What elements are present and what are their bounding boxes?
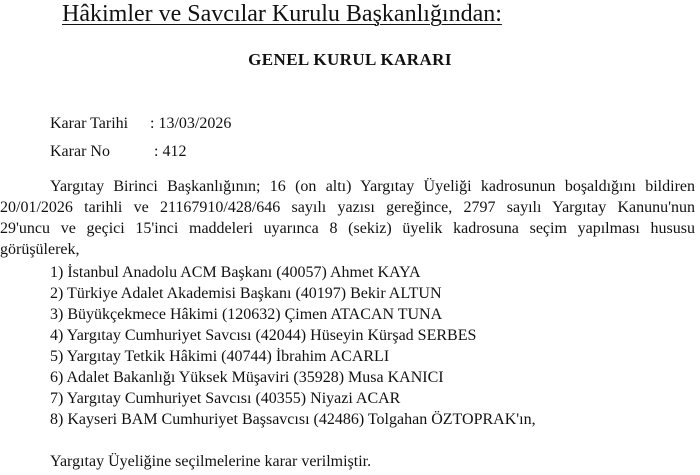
decision-number-label: Karar No (50, 143, 110, 160)
appointee-item: 7) Yargıtay Cumhuriyet Savcısı (40355) Niyazi ACAR (50, 390, 401, 407)
decision-number-value: : 412 (154, 143, 187, 160)
body-line: 29'uncu ve geçici 15'inci maddeleri uyarınca 8 (sekiz) üyelik kadrosuna seçim yapılması hususu (0, 220, 695, 237)
decision-number-row (50, 142, 186, 162)
issuer-header: Hâkimler ve Savcılar Kurulu Başkanlığından: (62, 1, 502, 27)
body-line: görüşülerek, (0, 241, 80, 258)
appointee-item: 8) Kayseri BAM Cumhuriyet Başsavcısı (42486) Tolgahan ÖZTOPRAK'ın, (50, 411, 536, 428)
decision-closing-sentence: Yargıtay Üyeliğine seçilmelerine karar verilmiştir. (50, 453, 372, 470)
appointee-item: 1) İstanbul Anadolu ACM Başkanı (40057) Ahmet KAYA (50, 264, 421, 281)
appointee-item: 6) Adalet Bakanlığı Yüksek Müşaviri (35928) Musa KANICI (50, 369, 444, 386)
document-title: GENEL KURUL KARARI (248, 50, 452, 69)
decision-date-label: Karar Tarihi (50, 115, 129, 132)
decision-date-row (50, 114, 231, 134)
appointee-item: 3) Büyükçekmece Hâkimi (120632) Çimen ATACAN TUNA (50, 306, 443, 323)
appointee-item: 5) Yargıtay Tetkik Hâkimi (40744) İbrahim ACARLI (50, 348, 390, 365)
body-line: Yargıtay Birinci Başkanlığının; 16 (on altı) Yargıtay Üyeliği kadrosunun boşaldığını bildiren (50, 178, 695, 195)
appointee-item: 4) Yargıtay Cumhuriyet Savcısı (42044) Hüseyin Kürşad SERBES (50, 327, 477, 344)
appointee-item: 2) Türkiye Adalet Akademisi Başkanı (40197) Bekir ALTUN (50, 285, 442, 302)
decision-date-value: : 13/03/2026 (150, 115, 232, 132)
decision-body-paragraph (0, 176, 695, 260)
appointee-list (50, 262, 536, 430)
body-line: 20/01/2026 tarihli ve 21167910/428/646 sayılı yazısı gereğince, 2797 sayılı Yargıtay Kanunu'nun (0, 199, 695, 216)
